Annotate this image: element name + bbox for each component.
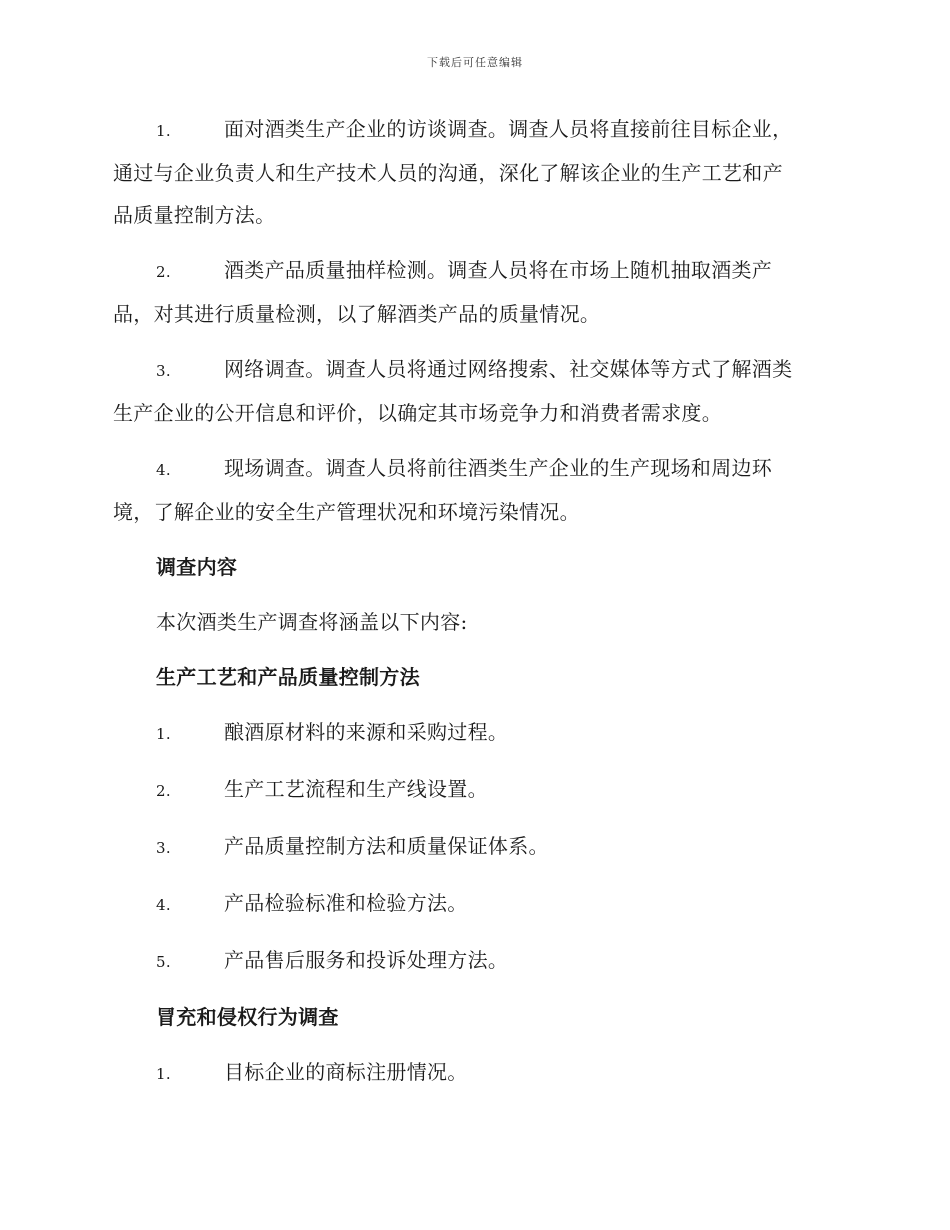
list-text: 网络调查。调查人员将通过网络搜索、社交媒体等方式了解酒类 (224, 357, 793, 381)
list-number: 3. (156, 839, 171, 857)
list-text: 产品质量控制方法和质量保证体系。 (224, 834, 549, 858)
method-item-2 (113, 249, 837, 335)
list-number: 1. (156, 1065, 171, 1083)
method-item-4 (113, 447, 837, 533)
list-number: 4. (156, 461, 171, 479)
list-number: 5. (156, 953, 171, 971)
list-number: 4. (156, 896, 171, 914)
list-text: 生产工艺流程和生产线设置。 (224, 777, 488, 801)
list-text-cont: 品质量控制方法。 (113, 203, 276, 227)
list-text-cont: 通过与企业负责人和生产技术人员的沟通，深化了解该企业的生产工艺和产 (113, 161, 783, 185)
method-item-1 (113, 108, 837, 236)
page-header: 下载后可任意编辑 (427, 56, 523, 69)
section-heading-content: 调查内容 (156, 555, 238, 579)
production-item-5 (113, 939, 837, 983)
list-text-cont: 品，对其进行质量检测，以了解酒类产品的质量情况。 (113, 302, 601, 326)
list-text: 产品售后服务和投诉处理方法。 (224, 948, 509, 972)
list-text: 现场调查。调查人员将前往酒类生产企业的生产现场和周边环 (224, 456, 773, 480)
list-number: 3. (156, 362, 171, 380)
document-body (113, 108, 837, 1108)
production-item-1 (113, 711, 837, 755)
section-intro: 本次酒类生产调查将涵盖以下内容: (156, 610, 468, 634)
list-text: 酿酒原材料的来源和采购过程。 (224, 720, 509, 744)
list-text: 产品检验标准和检验方法。 (224, 891, 468, 915)
list-text: 目标企业的商标注册情况。 (224, 1060, 468, 1084)
infringement-item-1 (113, 1051, 837, 1095)
list-text-cont: 境，了解企业的安全生产管理状况和环境污染情况。 (113, 500, 580, 524)
list-text: 酒类产品质量抽样检测。调查人员将在市场上随机抽取酒类产 (224, 258, 773, 282)
list-number: 1. (156, 725, 171, 743)
method-item-3 (113, 348, 837, 434)
production-item-4 (113, 882, 837, 926)
section-heading-infringement: 冒充和侵权行为调查 (156, 1005, 339, 1029)
list-text: 面对酒类生产企业的访谈调查。调查人员将直接前往目标企业， (224, 117, 793, 141)
section-heading-production: 生产工艺和产品质量控制方法 (156, 665, 420, 689)
production-item-2 (113, 768, 837, 812)
list-number: 2. (156, 263, 171, 281)
list-number: 1. (156, 122, 171, 140)
production-item-3 (113, 825, 837, 869)
list-number: 2. (156, 782, 171, 800)
list-text-cont: 生产企业的公开信息和评价，以确定其市场竞争力和消费者需求度。 (113, 401, 722, 425)
